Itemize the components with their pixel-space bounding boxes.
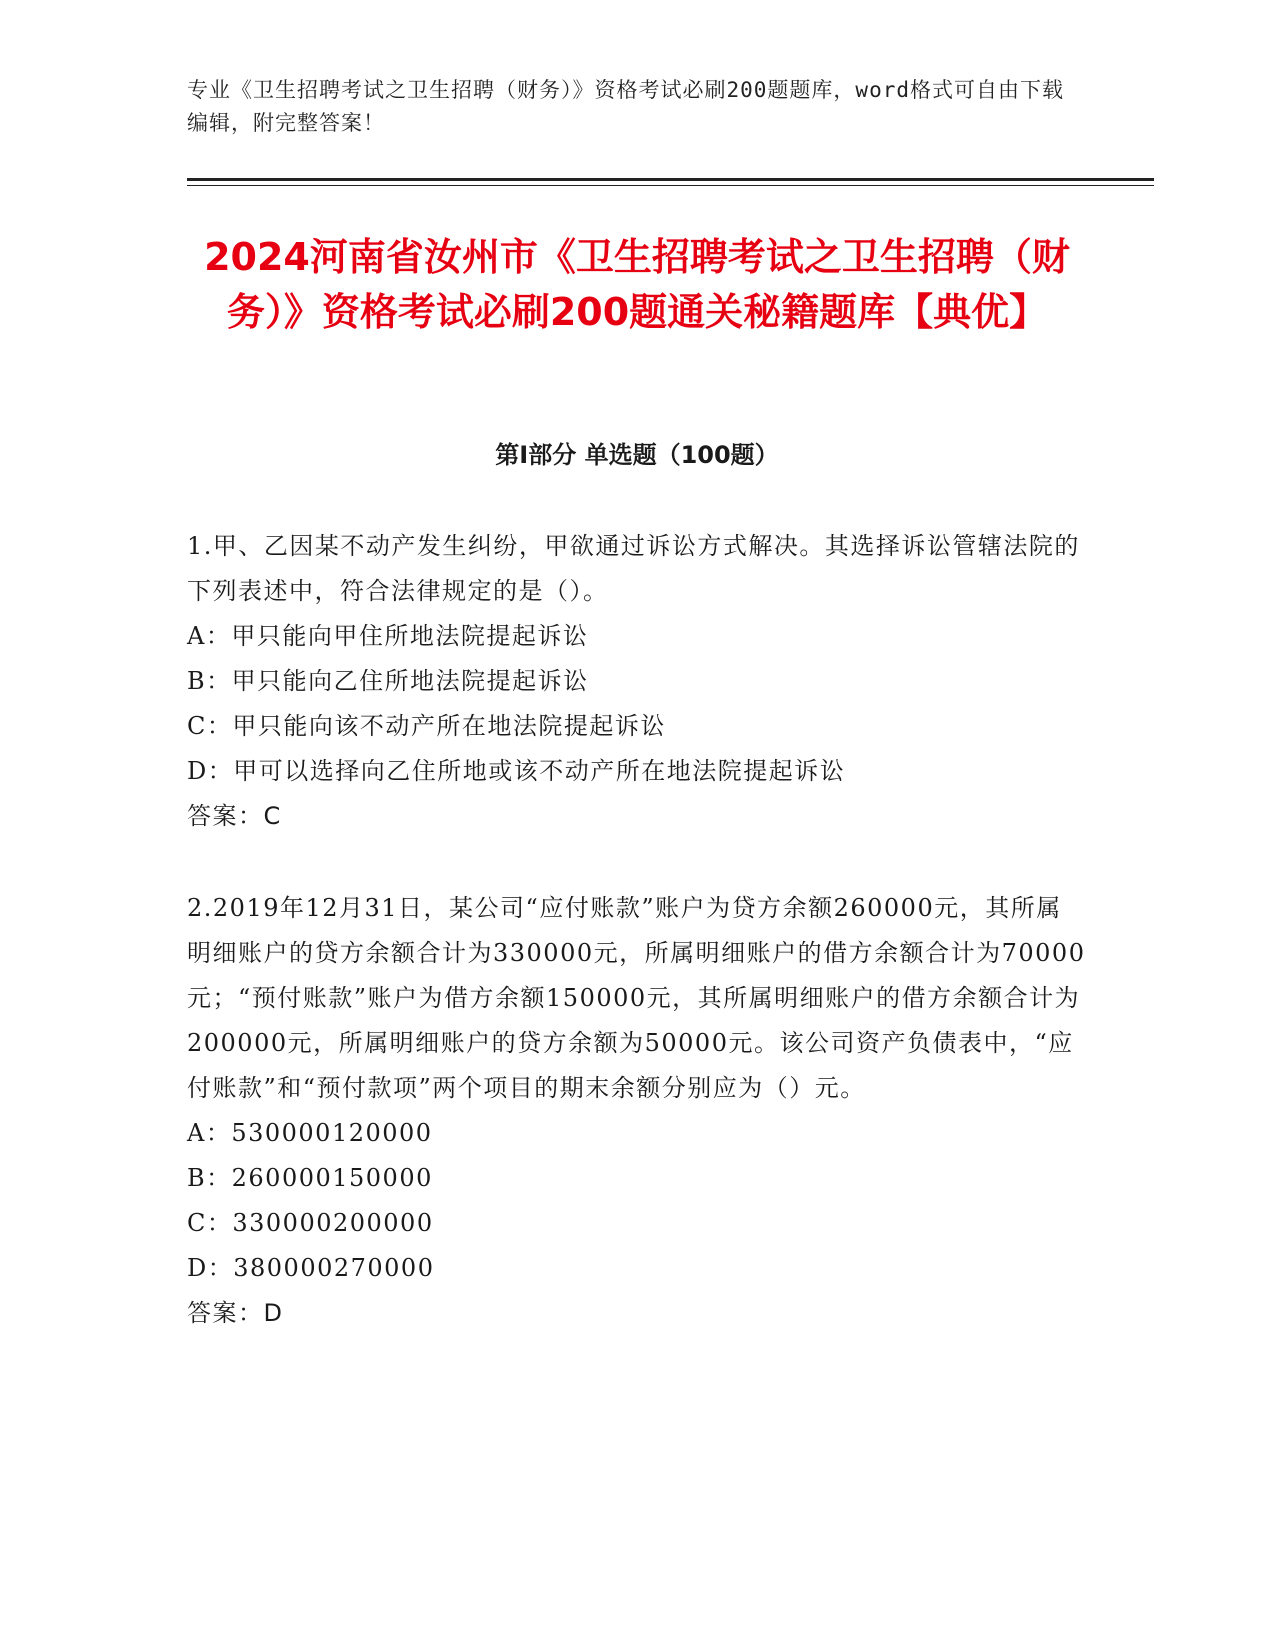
option-a: A：530000120000 xyxy=(187,1119,433,1147)
question-stem: 1.甲、乙因某不动产发生纠纷，甲欲通过诉讼方式解决。其选择诉讼管辖法院的下列表述中，符合法律规定的是（）。 xyxy=(187,532,1080,605)
answer: 答案：C xyxy=(187,802,282,830)
question-2 xyxy=(187,886,1087,1336)
option-d: D：380000270000 xyxy=(187,1254,435,1282)
question-stem: 2.2019年12月31日，某公司“应付账款”账户为贷方余额260000元，其所属明细账户的贷方余额合计为330000元，所属明细账户的借方余额合计为70000元；“预付账款”账户为借方余额150000元，其所属明细账户的借方余额合计为200000元，所属明细账户的贷方余额为50000元。该公司资产负债表中，“应付账款”和“预付款项”两个项目的期末余额分别应为（）元。 xyxy=(187,894,1086,1102)
option-c: C：甲只能向该不动产所在地法院提起诉讼 xyxy=(187,712,666,740)
header-note: 专业《卫生招聘考试之卫生招聘（财务）》资格考试必刷200题题库，word格式可自由下载编辑，附完整答案！ xyxy=(187,78,1064,135)
option-a: A：甲只能向甲住所地法院提起诉讼 xyxy=(187,622,589,650)
section-title: 第I部分 单选题（100题） xyxy=(495,441,779,469)
answer: 答案：D xyxy=(187,1299,284,1327)
question-1 xyxy=(187,524,1087,839)
document-title: 2024河南省汝州市《卫生招聘考试之卫生招聘（财务）》资格考试必刷200题通关秘籍题库【典优】 xyxy=(204,235,1070,334)
header-divider-thick xyxy=(187,178,1154,181)
option-d: D：甲可以选择向乙住所地或该不动产所在地法院提起诉讼 xyxy=(187,757,846,785)
option-c: C：330000200000 xyxy=(187,1209,434,1237)
option-b: B：260000150000 xyxy=(187,1164,433,1192)
header-divider-thin xyxy=(187,185,1154,186)
option-b: B：甲只能向乙住所地法院提起诉讼 xyxy=(187,667,589,695)
